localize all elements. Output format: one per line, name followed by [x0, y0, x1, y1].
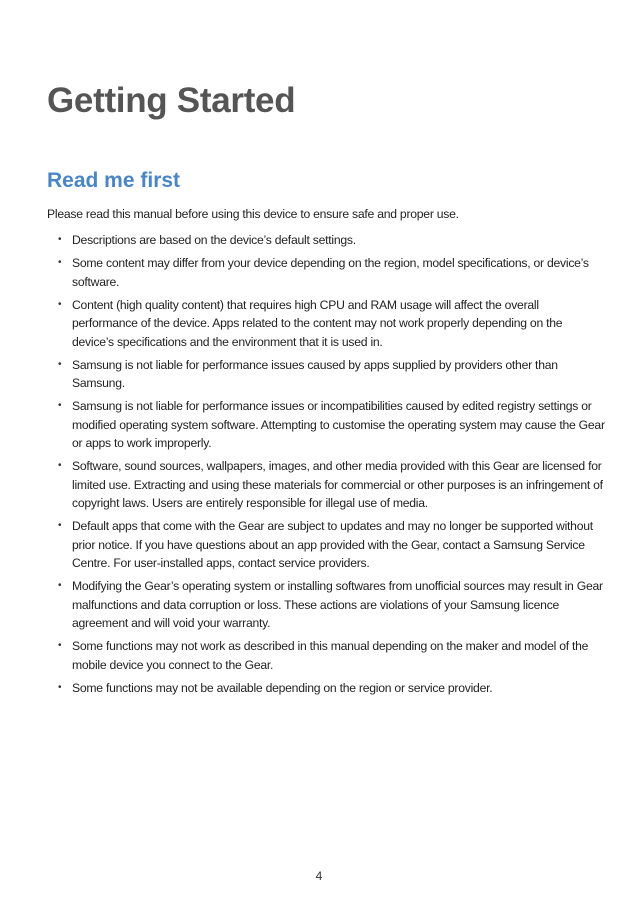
bullet-icon: •	[58, 460, 62, 471]
bullet-text: Some content may differ from your device depending on the region, model specifications, or device’s software.	[72, 256, 589, 289]
bullet-text: Samsung is not liable for performance issues or incompatibilities caused by edited registry settings or modified operating system software. Attempting to customise the operating system may cause the Gear or apps to work improperly.	[72, 399, 605, 450]
bullet-list	[47, 231, 607, 702]
bullet-icon: •	[58, 520, 62, 531]
bullet-text: Samsung is not liable for performance issues caused by apps supplied by providers other than Samsung.	[72, 357, 558, 390]
intro-paragraph: Please read this manual before using this device to ensure safe and proper use.	[47, 207, 459, 221]
bullet-icon: •	[58, 298, 62, 310]
bullet-item	[47, 397, 607, 453]
bullet-item	[47, 356, 607, 393]
bullet-text: Descriptions are based on the device’s default settings.	[72, 233, 356, 247]
bullet-item	[47, 457, 607, 513]
bullet-icon: •	[58, 257, 62, 268]
bullet-icon: •	[58, 681, 62, 693]
bullet-item	[47, 254, 607, 291]
bullet-item	[47, 577, 607, 633]
bullet-item	[47, 231, 607, 250]
chapter-title: Getting Started	[47, 81, 296, 120]
bullet-text: Software, sound sources, wallpapers, images, and other media provided with this Gear are licensed for limited use. Extracting and using these materials for commercial or other purposes is an infringement of copyright laws. Users are entirely responsible for illegal use of media.	[72, 459, 603, 510]
bullet-text: Content (high quality content) that requires high CPU and RAM usage will affect the overall performance of the device. Apps related to the content may not work properly depending on the device’s specifications and the environment that it is used in.	[72, 297, 563, 349]
bullet-icon: •	[58, 358, 62, 370]
bullet-icon: •	[58, 580, 62, 591]
bullet-item	[47, 679, 607, 698]
bullet-icon: •	[58, 400, 62, 411]
bullet-item	[47, 296, 607, 352]
section-title: Read me first	[47, 169, 181, 192]
page-number: 4	[315, 869, 323, 883]
bullet-icon: •	[58, 234, 62, 245]
bullet-item	[47, 517, 607, 573]
bullet-text: Some functions may not be available depending on the region or service provider.	[72, 680, 493, 695]
bullet-icon: •	[58, 640, 62, 651]
bullet-text: Default apps that come with the Gear are subject to updates and may no longer be supported without prior notice. If you have questions about an app provided with the Gear, contact a Samsung Service Centre. For user-installed apps, contact service providers.	[72, 519, 593, 570]
bullet-item	[47, 637, 607, 674]
bullet-text: Modifying the Gear’s operating system or installing softwares from unofficial sources may result in Gear malfunctions and data corruption or loss. These actions are violations of your Samsung licence agreement and will void your warranty.	[72, 579, 603, 630]
bullet-text: Some functions may not work as described in this manual depending on the maker and model of the mobile device you connect to the Gear.	[72, 639, 589, 672]
